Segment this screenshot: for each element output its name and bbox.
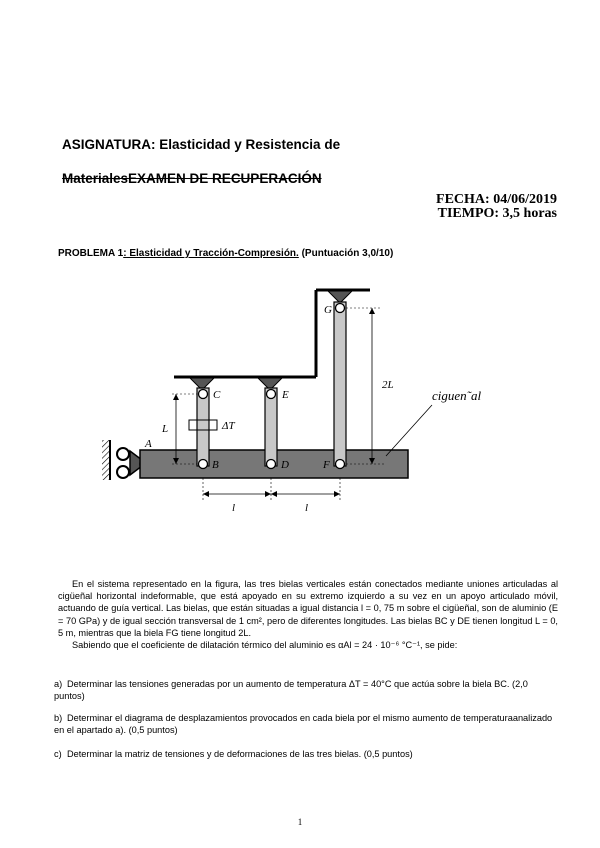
- problem-score: (Puntuación 3,0/10): [298, 248, 394, 259]
- label-B: B: [212, 459, 219, 471]
- problem-number: PROBLEMA 1: [58, 248, 124, 259]
- course-title-line1: ASIGNATURA: Elasticidad y Resistencia de: [62, 137, 341, 152]
- pin-F: [336, 460, 345, 469]
- dim-l-arrow-4: [334, 491, 340, 497]
- course-title-materiales: Materiales: [62, 171, 129, 186]
- support-G: [328, 291, 352, 303]
- wall-hatch: [102, 440, 110, 480]
- roller-bottom: [117, 466, 129, 478]
- statement-paragraph-1: En el sistema representado en la figura, las tres bielas verticales están conectados mediante uniones articuladas al cigüeñal horizontal indeformable, que está apoyado en su extremo izquierdo a su vez en un apoyo articulado móvil, actuando de guía vertical. Las bielas, que están situadas a igual distancia l = 0, 75 m sobre el cigüeñal, son de aluminio (E = 70 GPa) y de igual sección transversal de 1 cm², pero de diferentes longitudes. Las bielas BC y DE tienen longitud L = 0, 5 m, mientras que la biela FG tiene longitud 2L.: [58, 579, 558, 638]
- problem-topic: Elasticidad y Tracción-Compresión.: [126, 248, 299, 259]
- exam-type-title: EXAMEN DE RECUPERACIÓN: [128, 171, 322, 186]
- question-a: [54, 678, 559, 702]
- exam-time: TIEMPO: 3,5 horas: [437, 206, 557, 221]
- label-2L: 2L: [382, 379, 394, 391]
- question-b-label: b): [54, 713, 63, 723]
- ciguenal-pointer: [386, 405, 432, 456]
- exam-date: FECHA: 04/06/2019: [436, 192, 557, 207]
- question-b: [54, 712, 559, 736]
- page-number: 1: [297, 817, 303, 827]
- pin-G: [336, 304, 345, 313]
- label-E: E: [282, 389, 289, 401]
- label-l-right: l: [305, 502, 309, 514]
- pin-C: [199, 390, 208, 399]
- label-C: C: [213, 389, 221, 401]
- label-D: D: [281, 459, 289, 471]
- label-G: G: [324, 304, 332, 316]
- statement-paragraph-2: Sabiendo que el coeficiente de dilatación térmico del aluminio es αAl = 24 · 10⁻⁶ °C⁻¹, se pide:: [72, 640, 458, 651]
- label-delta-T: ΔT: [222, 420, 235, 432]
- question-c-label: c): [54, 749, 62, 759]
- question-b-text: Determinar el diagrama de desplazamientos provocados en cada biela por el mismo aumento de temperaturaanalizado en el apartado a). (0,5 puntos): [54, 713, 553, 736]
- question-c-text: Determinar la matriz de tensiones y de deformaciones de las tres bielas. (0,5 puntos): [67, 749, 413, 759]
- dim-l-arrow-1: [203, 491, 209, 497]
- question-c: [54, 748, 559, 760]
- dim-l-arrow-2: [265, 491, 271, 497]
- pin-B: [199, 460, 208, 469]
- question-a-label: a): [54, 679, 63, 689]
- label-L: L: [162, 423, 169, 435]
- rod-DE: [265, 388, 277, 466]
- label-l-left: l: [232, 502, 236, 514]
- dim-2L-arrow-top: [369, 308, 375, 314]
- problem-statement: [58, 578, 558, 651]
- roller-top: [117, 448, 129, 460]
- pin-D: [267, 460, 276, 469]
- question-a-text: Determinar las tensiones generadas por un aumento de temperatura ΔT = 40°C que actúa sobre la biela BC. (2,0 puntos): [54, 679, 528, 702]
- dim-L-arrow-top: [173, 394, 179, 400]
- label-ciguenal: ciguen˜al: [432, 388, 482, 403]
- rod-FG: [334, 302, 346, 466]
- label-A: A: [145, 438, 152, 450]
- pin-E: [267, 390, 276, 399]
- dim-l-arrow-3: [271, 491, 277, 497]
- problem-colon: :: [123, 248, 127, 259]
- label-F: F: [323, 459, 330, 471]
- rod-BC: [197, 388, 209, 466]
